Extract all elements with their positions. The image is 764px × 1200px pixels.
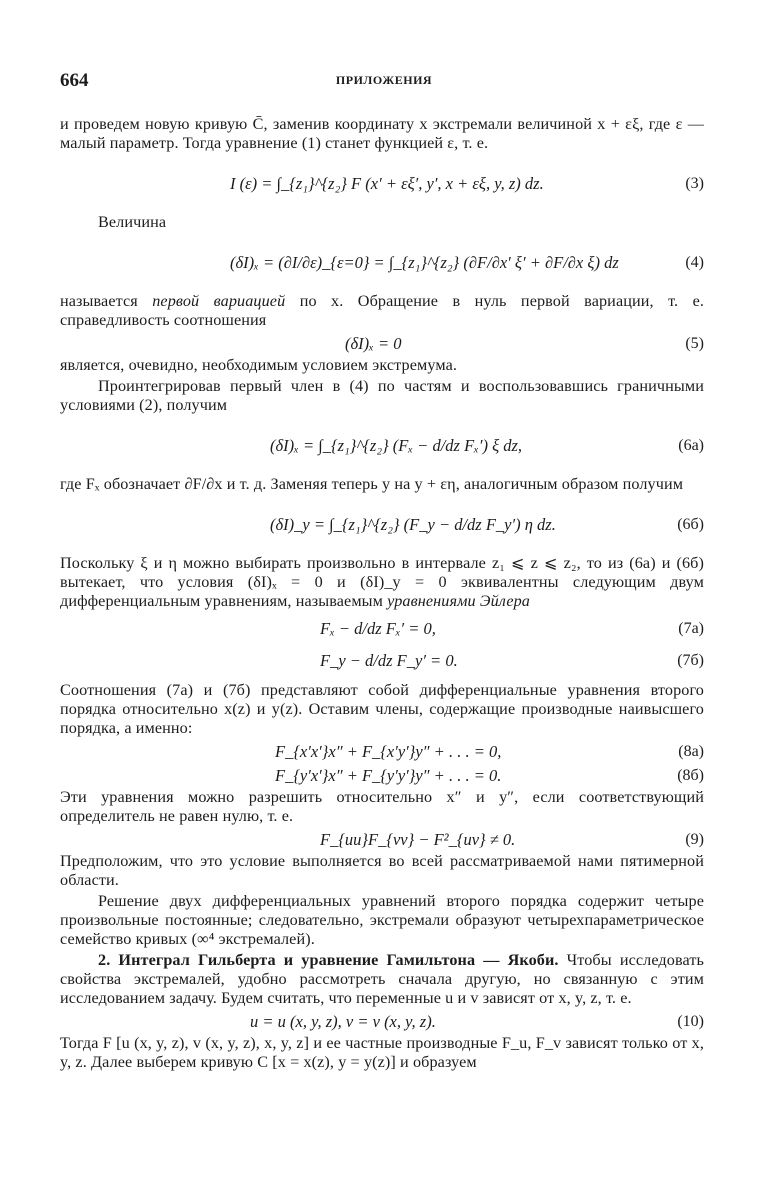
paragraph: Тогда F [u (x, y, z), v (x, y, z), x, y, z] и ее частные производные F_u, F_v зависят только от x, y, z. Далее выберем кривую C [x = x(z), y = y(z)] и образуем — [60, 1034, 704, 1071]
paragraph: Величина — [98, 213, 167, 231]
equation-number: (9) — [685, 831, 704, 848]
paragraph — [60, 292, 704, 330]
paragraph: где Fₓ обозначает ∂F/∂x и т. д. Заменяя теперь y на y + εη, аналогичным образом получим — [60, 475, 684, 493]
paragraph: является, очевидно, необходимым условием экстремума. — [60, 356, 458, 374]
equation-number: (7a) — [678, 620, 704, 637]
paragraph: Предположим, что это условие выполняется во всей рассматриваемой нами пятимерной области. — [60, 852, 704, 889]
page-body — [60, 115, 704, 1074]
equation-number: (8a) — [678, 743, 704, 760]
equation-number: (4) — [685, 254, 704, 271]
text-run: Чтобы исследовать свойства экстремалей, удобно рассмотреть сначала другую, но связанную с этим исследованием задачу. Будем считать, что переменные u и v зависят от x, y, z, т. е. — [60, 951, 704, 1007]
equation-number: (5) — [685, 335, 704, 352]
text-run: по x. Обращение в нуль первой вариации, т. е. справедливость соотношения — [60, 292, 705, 329]
equation-6a — [60, 417, 704, 475]
equation-text: F_{x′x′}x″ + F_{x′y′}y″ + . . . = 0, — [275, 742, 502, 761]
page-number: 664 — [60, 70, 89, 91]
paragraph: Соотношения (7a) и (7б) представляют собой дифференциальные уравнения второго порядка относительно x(z) и y(z). Оставим члены, содержащие производные наивысшего порядка, а именно: — [60, 681, 704, 737]
equation-10 — [60, 1010, 704, 1034]
equation-text: I (ε) = ∫_{z₁}^{z₂} F (x′ + εξ′, y′, x + εξ, y, z) dz. — [230, 174, 544, 193]
equation-number: (7б) — [677, 652, 704, 669]
equation-7a — [60, 613, 704, 645]
equation-text: (δI)ₓ = 0 — [345, 334, 402, 353]
equation-text: F_y − d/dz F_y′ = 0. — [320, 651, 458, 670]
equation-text: u = u (x, y, z), v = v (x, y, z). — [250, 1012, 436, 1031]
page-header — [60, 70, 708, 92]
equation-text: (δI)ₓ = (∂I/∂ε)_{ε=0} = ∫_{z₁}^{z₂} (∂F/∂x′ ξ′ + ∂F/∂x ξ) dz — [230, 253, 619, 272]
equation-6b — [60, 496, 704, 554]
equation-9 — [60, 828, 704, 852]
equation-5 — [60, 332, 704, 356]
text-run: Поскольку ξ и η можно выбирать произвольно в интервале z₁ ⩽ z ⩽ z₂, то из (6a) и (6б) вытекает, что условия (δI)ₓ = 0 и (δI)_y = 0 эквивалентны следующим двум дифференциальным уравнениям, называемым — [60, 554, 704, 610]
equation-number: (10) — [677, 1013, 704, 1030]
equation-number: (3) — [685, 175, 704, 192]
equation-8b — [60, 764, 704, 788]
emphasis-term: уравнениями Эйлера — [387, 592, 531, 610]
equation-text: (δI)ₓ = ∫_{z₁}^{z₂} (Fₓ − d/dz Fₓ′) ξ dz, — [270, 436, 523, 455]
equation-3 — [60, 155, 704, 213]
paragraph: Решение двух дифференциальных уравнений второго порядка содержит четыре произвольные постоянные; следовательно, экстремали образуют четырехпараметрическое семейство кривых (∞⁴ экстремалей). — [60, 892, 704, 948]
equation-4 — [60, 234, 704, 292]
paragraph — [60, 554, 704, 611]
equation-number: (6б) — [677, 516, 704, 533]
section-heading: 2. Интеграл Гильберта и уравнение Гамильтона — Якоби. — [98, 951, 559, 969]
equation-text: F_{uu}F_{vv} − F²_{uv} ≠ 0. — [320, 830, 516, 849]
paragraph — [60, 951, 704, 1008]
equation-8a — [60, 740, 704, 764]
emphasis-term: первой вариацией — [152, 292, 286, 310]
paragraph: и проведем новую кривую C̄, заменив координату x экстремали величиной x + εξ, где ε — малый параметр. Тогда уравнение (1) станет функцией ε, т. е. — [60, 115, 704, 152]
text-run: называется — [60, 292, 153, 310]
equation-7b — [60, 645, 704, 677]
equation-text: (δI)_y = ∫_{z₁}^{z₂} (F_y − d/dz F_y′) η dz. — [270, 515, 556, 534]
equation-text: F_{y′x′}x″ + F_{y′y′}y″ + . . . = 0. — [275, 766, 502, 785]
equation-number: (6a) — [678, 437, 704, 454]
paragraph: Эти уравнения можно разрешить относительно x″ и y″, если соответствующий определитель не равен нулю, т. е. — [60, 788, 704, 825]
paragraph: Проинтегрировав первый член в (4) по частям и воспользовавшись граничными условиями (2), получим — [60, 377, 704, 414]
equation-text: Fₓ − d/dz Fₓ′ = 0, — [320, 619, 436, 638]
equation-number: (8б) — [677, 767, 704, 784]
running-title: ПРИЛОЖЕНИЯ — [335, 73, 433, 87]
